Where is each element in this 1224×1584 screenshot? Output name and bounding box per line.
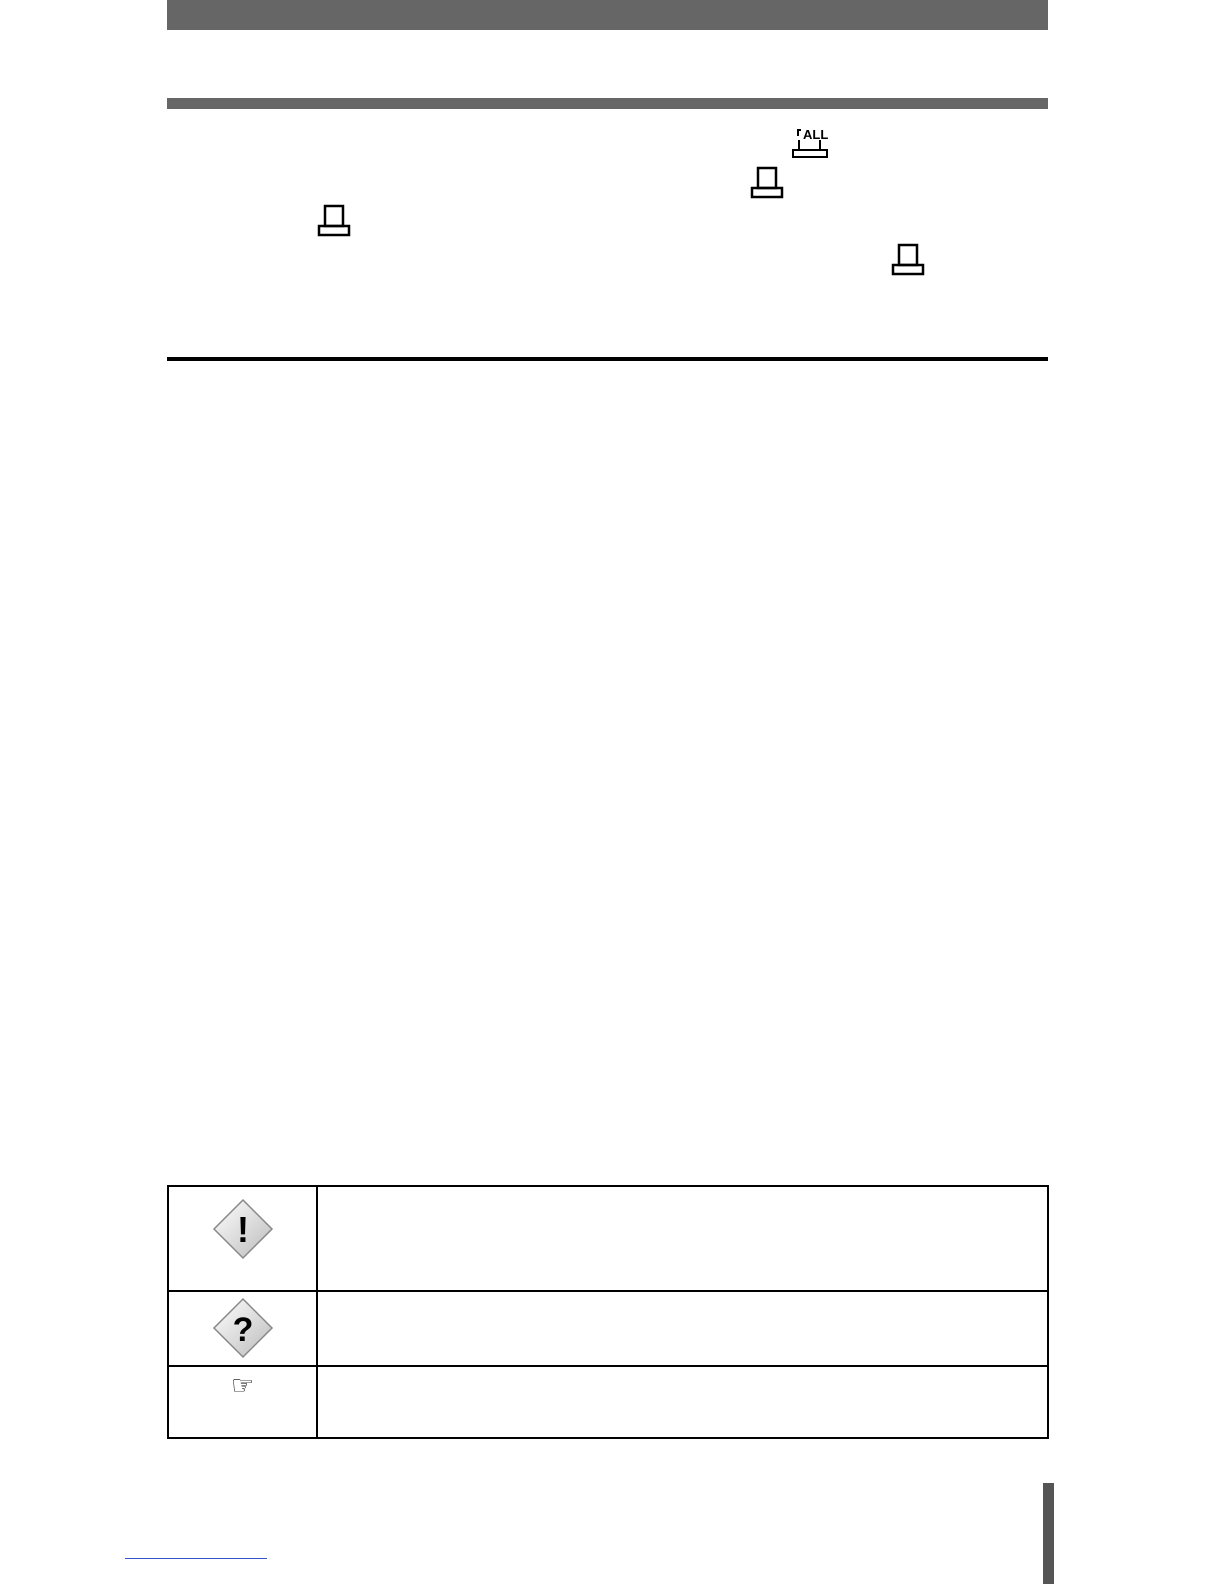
legend-text-cell — [317, 1186, 1048, 1291]
legend-text — [318, 1367, 1047, 1387]
help-symbol: ? — [232, 1311, 253, 1349]
legend-icon-cell — [168, 1186, 317, 1291]
print-all-icon — [790, 126, 832, 160]
section-divider — [167, 357, 1048, 361]
legend-text — [318, 1292, 1047, 1312]
page-side-tab — [1043, 1483, 1054, 1584]
pointing-hand-icon: ☞ — [230, 1371, 255, 1401]
caution-symbol: ! — [236, 1209, 249, 1250]
print-icon — [750, 166, 784, 200]
section-header-bar — [167, 98, 1048, 109]
help-icon — [211, 1296, 275, 1360]
print-all-label: ALL — [803, 127, 829, 142]
caution-icon — [211, 1197, 275, 1261]
footer-link-underline — [125, 1558, 267, 1559]
header-bar — [167, 0, 1048, 30]
legend-table — [167, 1185, 1049, 1439]
legend-row — [168, 1186, 1048, 1291]
legend-text-cell — [317, 1291, 1048, 1366]
legend-row — [168, 1366, 1048, 1438]
legend-row — [168, 1291, 1048, 1366]
legend-icon-cell — [168, 1291, 317, 1366]
print-icon — [317, 204, 351, 238]
print-icon — [891, 243, 925, 277]
legend-icon-cell — [168, 1366, 317, 1438]
legend-text-cell — [317, 1366, 1048, 1438]
legend-text — [318, 1187, 1047, 1207]
